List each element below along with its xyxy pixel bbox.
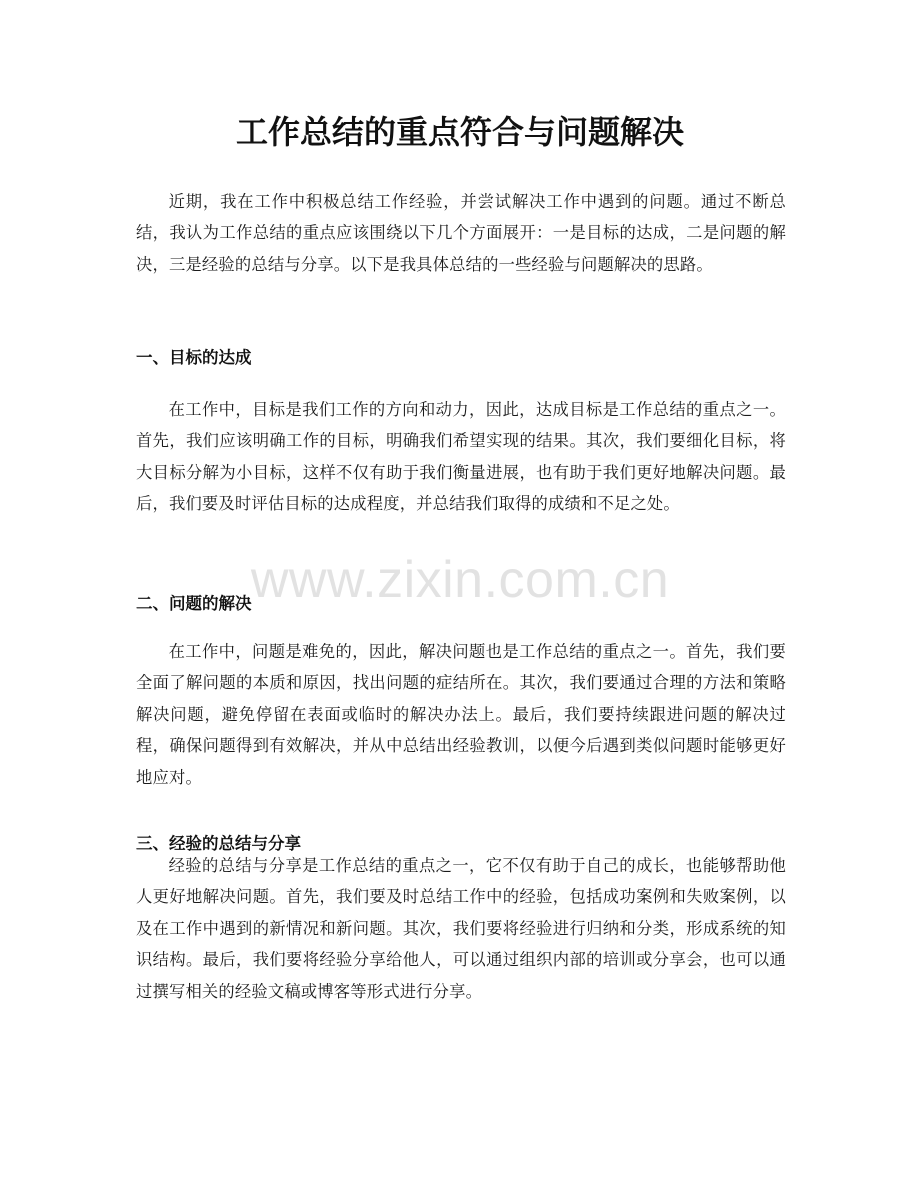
section-body-experience: 经验的总结与分享是工作总结的重点之一，它不仅有助于自己的成长，也能够帮助他人更好地解决问题。首先，我们要及时总结工作中的经验，包括成功案例和失败案例，以及在工作中遇到的新情况和新问题。其次，我们要将经验进行归纳和分类，形成系统的知识结构。最后，我们要将经验分享给他人，可以通过组织内部的培训或分享会，也可以通过撰写相关的经验文稿或博客等形式进行分享。: [136, 856, 786, 1001]
section-heading-experience: 三、经验的总结与分享: [136, 834, 301, 853]
intro-paragraph: 近期，我在工作中积极总结工作经验，并尝试解决工作中遇到的问题。通过不断总结，我认为工作总结的重点应该围绕以下几个方面展开：一是目标的达成，二是问题的解决，三是经验的总结与分享。以下是我具体总结的一些经验与问题解决的思路。: [136, 192, 786, 274]
page-title: 工作总结的重点符合与问题解决: [235, 113, 684, 151]
section-body-problems: 在工作中，问题是难免的，因此，解决问题也是工作总结的重点之一。首先，我们要全面了解问题的本质和原因，找出问题的症结所在。其次，我们要通过合理的方法和策略解决问题，避免停留在表面或临时的解决办法上。最后，我们要持续跟进问题的解决过程，确保问题得到有效解决，并从中总结出经验教训，以便今后遇到类似问题时能够更好地应对。: [136, 642, 786, 787]
section-heading-problems: 二、问题的解决: [136, 594, 252, 613]
section-heading-goals: 一、目标的达成: [136, 348, 252, 367]
section-body-goals: 在工作中，目标是我们工作的方向和动力，因此，达成目标是工作总结的重点之一。首先，我们应该明确工作的目标，明确我们希望实现的结果。其次，我们要细化目标，将大目标分解为小目标，这样不仅有助于我们衡量进展，也有助于我们更好地解决问题。最后，我们要及时评估目标的达成程度，并总结我们取得的成绩和不足之处。: [136, 400, 786, 514]
watermark: www.zixin.com.cn: [250, 551, 670, 609]
